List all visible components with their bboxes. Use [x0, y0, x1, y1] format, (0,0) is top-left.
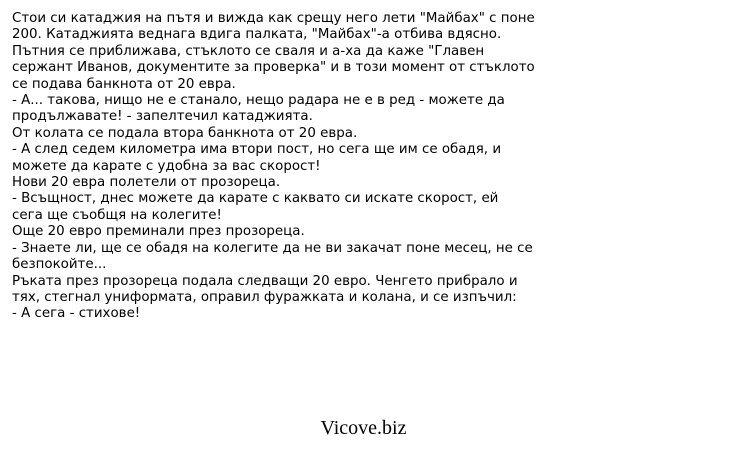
- joke-line: Пътния се приближава, стъклото се сваля и а-ха да каже "Главен: [12, 43, 485, 59]
- joke-line: сега ще съобщя на колегите!: [12, 207, 222, 223]
- joke-line: Още 20 евро преминали през прозореца.: [12, 224, 305, 240]
- joke-line: Ръката през прозореца подала следващи 20 евро. Ченгето прибрало и: [12, 273, 518, 289]
- joke-line: можете да карате с удобна за вас скорост!: [12, 158, 321, 174]
- joke-line: - А сега - стихове!: [12, 306, 141, 322]
- joke-line: Нови 20 евра полетели от прозореца.: [12, 175, 281, 191]
- site-name: Vicove.biz: [320, 417, 407, 439]
- joke-line: - Всъщност, днес можете да карате с каквато си искате скорост, ей: [12, 191, 499, 207]
- joke-line: тях, стегнал униформата, оправил фуражката и колана, и се изпъчил:: [12, 289, 517, 305]
- joke-line: продължавате! - запелтечил катаджията.: [12, 109, 313, 125]
- joke-line: - А след седем километра има втори пост, но сега ще им се обадя, и: [12, 142, 502, 158]
- joke-line: - А... такова, нищо не е станало, нещо радара не е в ред - можете да: [12, 93, 505, 109]
- joke-line: се подава банкнота от 20 евра.: [12, 76, 236, 92]
- joke-line: Стои си катаджия на пътя и вижда как срещу него лети "Майбах" с поне: [12, 11, 535, 26]
- joke-line: 200. Катаджията веднага вдига палката, "Майбах"-а отбива вдясно.: [12, 27, 502, 43]
- joke-line: сержант Иванов, документите за проверка" и в този момент от стъклото: [12, 60, 535, 76]
- joke-line: - Знаете ли, ще се обадя на колегите да не ви закачат поне месец, не се: [12, 240, 533, 256]
- joke-text: [12, 11, 732, 323]
- joke-line: От колата се подала втора банкнота от 20 евра.: [12, 125, 358, 141]
- joke-line: безпокойте...: [12, 257, 107, 273]
